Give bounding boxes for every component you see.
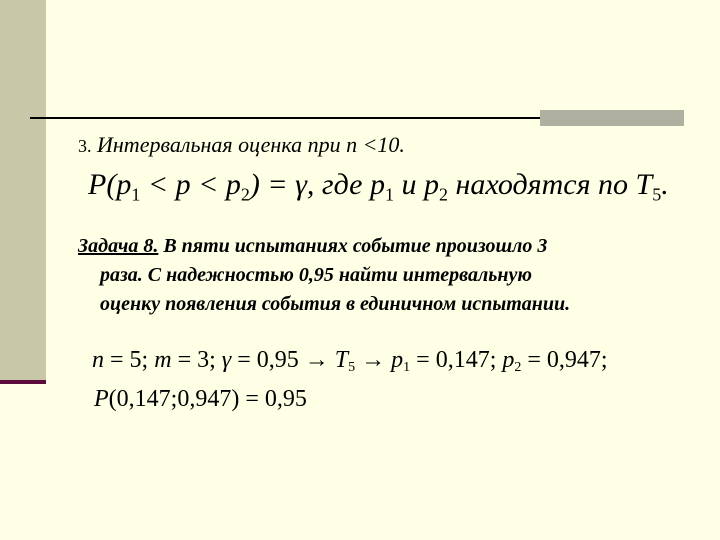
section-heading — [78, 132, 405, 158]
title-divider-accent — [540, 110, 684, 126]
section-number: 3. — [78, 136, 92, 156]
task-line-3: оценку появления события в единичном испытании. — [100, 293, 571, 315]
section-heading-text: Интервальная оценка при n <10. — [97, 132, 405, 157]
task-title: Задача 8. — [78, 235, 159, 257]
calculation-line-2: P(0,147;0,947) = 0,95 — [94, 386, 307, 412]
left-bar-underline — [0, 380, 46, 384]
left-decorative-bar — [0, 0, 46, 383]
title-divider-line — [30, 117, 543, 119]
calculation-line-1: n = 5; m = 3; $\gamma = 0,95 \to T_5 \to p_1 = 0,147$; $p_2 = 0,947$; — [92, 347, 608, 376]
task-line-1: В пяти испытаниях событие произошло 3 — [158, 235, 548, 257]
task-line-2: раза. С надежностью 0,95 найти интервальную — [100, 264, 532, 286]
task-statement — [78, 232, 708, 319]
interval-formula: $P(p_1 < p < p_2) = \gamma$, где $p_1$ и $p_2$ находятся по $T_5$. — [88, 168, 669, 205]
